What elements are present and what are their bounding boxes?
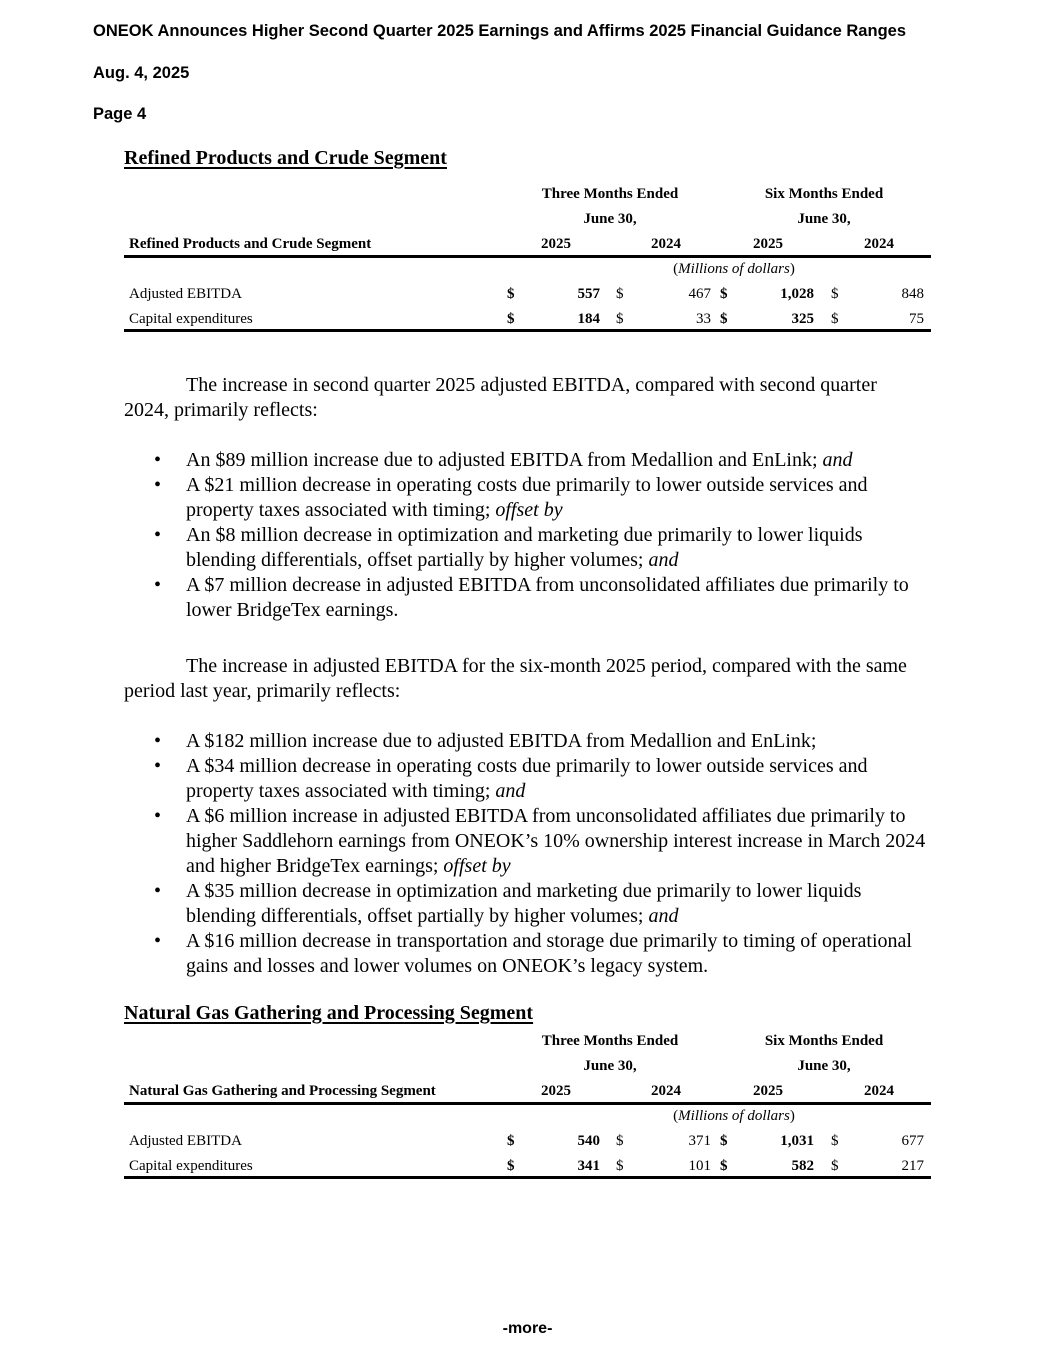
value-cell: 1,031 bbox=[780, 1133, 814, 1149]
header-rule bbox=[124, 255, 931, 258]
value-cell: 217 bbox=[901, 1158, 924, 1174]
bullet-list-six-month bbox=[124, 729, 934, 979]
natgas-section-title: Natural Gas Gathering and Processing Segment bbox=[124, 1002, 534, 1024]
currency-sign: $ bbox=[507, 286, 515, 302]
june30-header-three: June 30, bbox=[583, 1058, 637, 1074]
currency-sign: $ bbox=[507, 1133, 515, 1149]
list-item: • A $7 million decrease in adjusted EBITDA from unconsolidated affiliates due primarily to lower BridgeTex earnings. bbox=[154, 574, 909, 621]
currency-sign: $ bbox=[831, 286, 839, 302]
list-item: • A $35 million decrease in optimization and marketing due primarily to lower liquids blending differentials, offset partially by higher volumes; and bbox=[154, 880, 862, 927]
list-item: • A $6 million increase in adjusted EBITDA from unconsolidated affiliates due primarily to higher Saddlehorn earnings from ONEOK’s 10% ownership interest increase in March 2024 and higher BridgeTex earnings; offset by bbox=[154, 805, 926, 877]
value-cell: 557 bbox=[577, 286, 600, 302]
row-label: Adjusted EBITDA bbox=[129, 286, 242, 302]
value-cell: 341 bbox=[577, 1158, 600, 1174]
paragraph-quarter: The increase in second quarter 2025 adjusted EBITDA, compared with second quarter 2024, primarily reflects: bbox=[124, 374, 877, 421]
year-col-2: 2024 bbox=[651, 1083, 681, 1099]
currency-sign: $ bbox=[720, 311, 728, 327]
three-months-header: Three Months Ended bbox=[541, 186, 679, 202]
year-col-4: 2024 bbox=[864, 236, 894, 252]
table-row-header: Natural Gas Gathering and Processing Segment bbox=[129, 1083, 436, 1099]
list-item: • An $89 million increase due to adjusted EBITDA from Medallion and EnLink; and bbox=[154, 449, 853, 471]
june30-header-six: June 30, bbox=[797, 1058, 851, 1074]
list-item: • A $16 million decrease in transportation and storage due primarily to timing of operational gains and losses and lower volumes on ONEOK’s legacy system. bbox=[154, 930, 912, 977]
three-months-header: Three Months Ended bbox=[541, 1033, 679, 1049]
value-cell: 1,028 bbox=[780, 286, 814, 302]
bottom-rule bbox=[124, 1176, 931, 1179]
natgas-segment-table bbox=[124, 1033, 931, 1183]
list-item: • An $8 million decrease in optimization and marketing due primarily to lower liquids blending differentials, offset partially by higher volumes; and bbox=[154, 524, 863, 571]
row-label: Adjusted EBITDA bbox=[129, 1133, 242, 1149]
page-footer: -more- bbox=[502, 1320, 553, 1337]
june30-header-three: June 30, bbox=[583, 211, 637, 227]
currency-sign: $ bbox=[831, 1158, 839, 1174]
bullet-list-quarter bbox=[124, 448, 934, 623]
six-months-header: Six Months Ended bbox=[764, 1033, 884, 1049]
page-number: Page 4 bbox=[93, 105, 147, 123]
value-cell: 677 bbox=[901, 1133, 924, 1149]
year-col-2: 2024 bbox=[651, 236, 681, 252]
units-label: (Millions of dollars) bbox=[673, 261, 795, 277]
value-cell: 101 bbox=[688, 1158, 711, 1174]
year-col-1: 2025 bbox=[541, 1083, 571, 1099]
row-label: Capital expenditures bbox=[129, 1158, 253, 1174]
currency-sign: $ bbox=[720, 1133, 728, 1149]
currency-sign: $ bbox=[616, 311, 624, 327]
list-item: • A $21 million decrease in operating costs due primarily to lower outside services and property taxes associated with timing; offset by bbox=[154, 474, 868, 521]
six-months-header: Six Months Ended bbox=[764, 186, 884, 202]
row-label: Capital expenditures bbox=[129, 311, 253, 327]
currency-sign: $ bbox=[720, 286, 728, 302]
currency-sign: $ bbox=[831, 311, 839, 327]
value-cell: 848 bbox=[901, 286, 924, 302]
refined-segment-table bbox=[124, 186, 931, 336]
units-label: (Millions of dollars) bbox=[673, 1108, 795, 1124]
currency-sign: $ bbox=[616, 286, 624, 302]
list-item: • A $34 million decrease in operating costs due primarily to lower outside services and property taxes associated with timing; and bbox=[154, 755, 868, 802]
year-col-1: 2025 bbox=[541, 236, 571, 252]
document-title: ONEOK Announces Higher Second Quarter 2025 Earnings and Affirms 2025 Financial Guidance Ranges bbox=[93, 22, 906, 40]
currency-sign: $ bbox=[616, 1133, 624, 1149]
currency-sign: $ bbox=[507, 311, 515, 327]
value-cell: 467 bbox=[688, 286, 711, 302]
list-item: • A $182 million increase due to adjusted EBITDA from Medallion and EnLink; bbox=[154, 730, 817, 752]
currency-sign: $ bbox=[616, 1158, 624, 1174]
paragraph-six-month: The increase in adjusted EBITDA for the six-month 2025 period, compared with the same period last year, primarily reflects: bbox=[124, 655, 907, 702]
bottom-rule bbox=[124, 329, 931, 332]
year-col-4: 2024 bbox=[864, 1083, 894, 1099]
value-cell: 325 bbox=[791, 311, 814, 327]
refined-section-title: Refined Products and Crude Segment bbox=[124, 147, 447, 169]
june30-header-six: June 30, bbox=[797, 211, 851, 227]
currency-sign: $ bbox=[720, 1158, 728, 1174]
value-cell: 33 bbox=[696, 311, 711, 327]
value-cell: 540 bbox=[577, 1133, 600, 1149]
value-cell: 582 bbox=[791, 1158, 814, 1174]
currency-sign: $ bbox=[507, 1158, 515, 1174]
header-rule bbox=[124, 1102, 931, 1105]
currency-sign: $ bbox=[831, 1133, 839, 1149]
document-date: Aug. 4, 2025 bbox=[93, 64, 190, 82]
value-cell: 184 bbox=[577, 311, 600, 327]
value-cell: 75 bbox=[909, 311, 924, 327]
value-cell: 371 bbox=[688, 1133, 711, 1149]
year-col-3: 2025 bbox=[753, 236, 783, 252]
table-row-header: Refined Products and Crude Segment bbox=[129, 236, 372, 252]
year-col-3: 2025 bbox=[753, 1083, 783, 1099]
